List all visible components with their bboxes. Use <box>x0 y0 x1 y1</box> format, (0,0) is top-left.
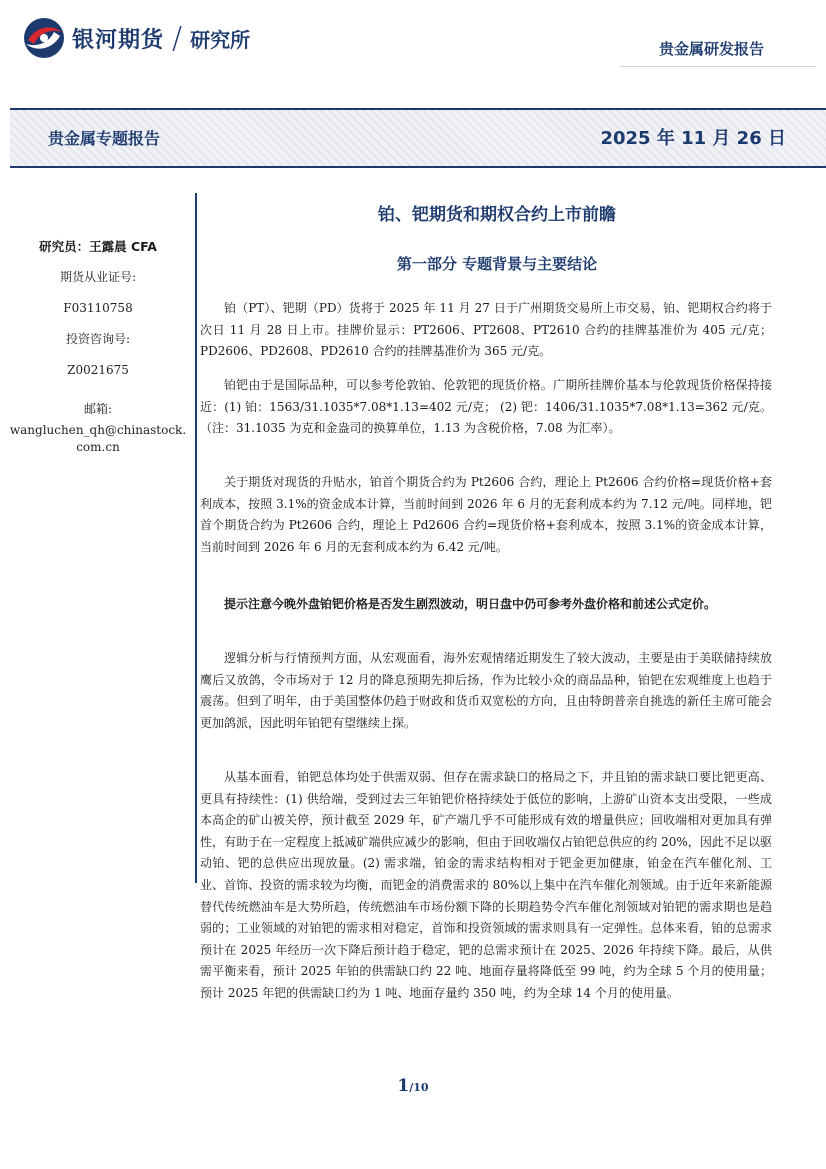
email-label: 邮箱: <box>83 402 113 416</box>
section-title: 第一部分 专题背景与主要结论 <box>396 255 598 273</box>
paragraph: 从基本面看，铂钯总体均处于供需双弱、但存在需求缺口的格局之下，并且铂的需求缺口要比钯更高、更具有持续性：(1) 供给端，受到过去三年铂钯价格持续处于低位的影响，上游矿山资本支出受限，一些成本高企的矿山被关停，预计截至 2029 年，矿产端几乎不可能形成有效的增量供应；回收端相对更加具有弹性，有助于在一定程度上抵减矿端供应减少的影响，但由于回收端仅占铂钯总供应的约 20%，因此不足以驱动铂、钯的总供应出现放量。(2) 需求端，铂金的需求结构相对于钯金更加健康，铂金在汽车催化剂、工业、首饰、投资的需求较为均衡，而钯金的消费需求的 80%以上集中在汽车催化剂领域。由于近年来新能源替代传统燃油车是大势所趋，传统燃油车市场份额下降的长期趋势令汽车催化剂领域对铂钯的需求期也是趋弱的；工业领域的对铂钯的需求相对稳定，首饰和投资领域的需求则具有一定弹性。总体来看，铂的总需求预计在 2025 年经历一次下降后预计趋于稳定，钯的总需求预计在 2025、2026 年持续下降。最后，从供需平衡来看，预计 2025 年铂的供需缺口约 22 吨、地面存量将降低至 99 吨，约为全球 5 个月的使用量；预计 2025 年钯的供需缺口约为 1 吨、地面存量约 350 吨，约为全球 14 个月的使用量。 <box>200 770 772 1000</box>
paragraph: 铂（PT）、钯期（PD）货将于 2025 年 11 月 27 日于广州期货交易所上市交易，铂、钯期权合约将于次日 11 月 28 日上市。挂牌价显示：PT2606、PT2608、PT2610 合约的挂牌基准价为 405 元/克；PD2606、PD2608、PD2610 合约的挂牌基准价为 365 元/克。 <box>200 301 772 359</box>
title-band <box>10 108 826 168</box>
license-value: F03110758 <box>63 301 133 315</box>
total-pages: /10 <box>409 1081 429 1094</box>
paragraph: 铂钯由于是国际品种，可以参考伦敦铂、伦敦钯的现货价格。广期所挂牌价基本与伦敦现货价格保持接近：(1) 铂：1563/31.1035*7.08*1.13=402 元/克； (2) 钯：1406/31.1035*7.08*1.13=362 元/克。（注：31.1035 为克和金盎司的换算单位，1.13 为含税价格，7.08 为汇率）。 <box>200 378 772 436</box>
header-rule <box>620 66 816 67</box>
paragraph: 关于期货对现货的升贴水，铂首个期货合约为 Pt2606 合约，理论上 Pt2606 合约价格=现货价格+套利成本，按照 3.1%的资金成本计算，当前时间到 2026 年 6 月的无套利成本约为 7.12 元/吨。同样地，钯首个期货合约为 Pt2606 合约，理论上 Pd2606 合约=现货价格+套利成本，按照 3.1%的资金成本计算，当前时间到 2026 年 6 月的无套利成本约为 6.42 元/吨。 <box>200 475 772 554</box>
logo-divider: / <box>172 20 183 56</box>
galaxy-logo-icon <box>22 16 66 60</box>
sidebar-divider <box>195 193 197 883</box>
company-name: 银河期货 <box>72 27 165 53</box>
institute-name: 研究所 <box>190 27 251 52</box>
report-category: 贵金属专题报告 <box>48 129 161 148</box>
license-label: 期货从业证号: <box>59 270 137 284</box>
current-page: 1 <box>397 1076 410 1096</box>
report-date: 2025 年 11 月 26 日 <box>600 128 786 149</box>
analyst-sidebar <box>8 238 188 456</box>
company-logo <box>22 16 250 60</box>
report-type: 贵金属研发报告 <box>658 40 764 58</box>
main-content <box>200 200 786 274</box>
highlight-paragraph: 提示注意今晚外盘铂钯价格是否发生剧烈波动，明日盘中仍可参考外盘价格和前述公式定价。 <box>224 597 717 611</box>
paragraph: 逻辑分析与行情预判方面，从宏观面看，海外宏观情绪近期发生了较大波动，主要是由于美联储持续放鹰后又放鸽，令市场对于 12 月的降息预期先抑后扬，作为比较小众的商品品种，铂钯在宏观维度上也趋于震荡。但到了明年，由于美国整体仍趋于财政和货币双宽松的方向，且由特朗普亲自挑选的新任主席可能会更加鸽派，因此明年铂钯有望继续上探。 <box>200 651 772 730</box>
page-number <box>0 1076 826 1096</box>
email-value[interactable]: wangluchen_qh@chinastock.com.cn <box>9 423 187 454</box>
consult-label: 投资咨询号: <box>65 332 131 346</box>
analyst-name: 研究员：王露晨 CFA <box>39 239 157 254</box>
consult-value: Z0021675 <box>67 363 129 377</box>
document-title: 铂、钯期货和期权合约上市前瞻 <box>378 205 616 225</box>
